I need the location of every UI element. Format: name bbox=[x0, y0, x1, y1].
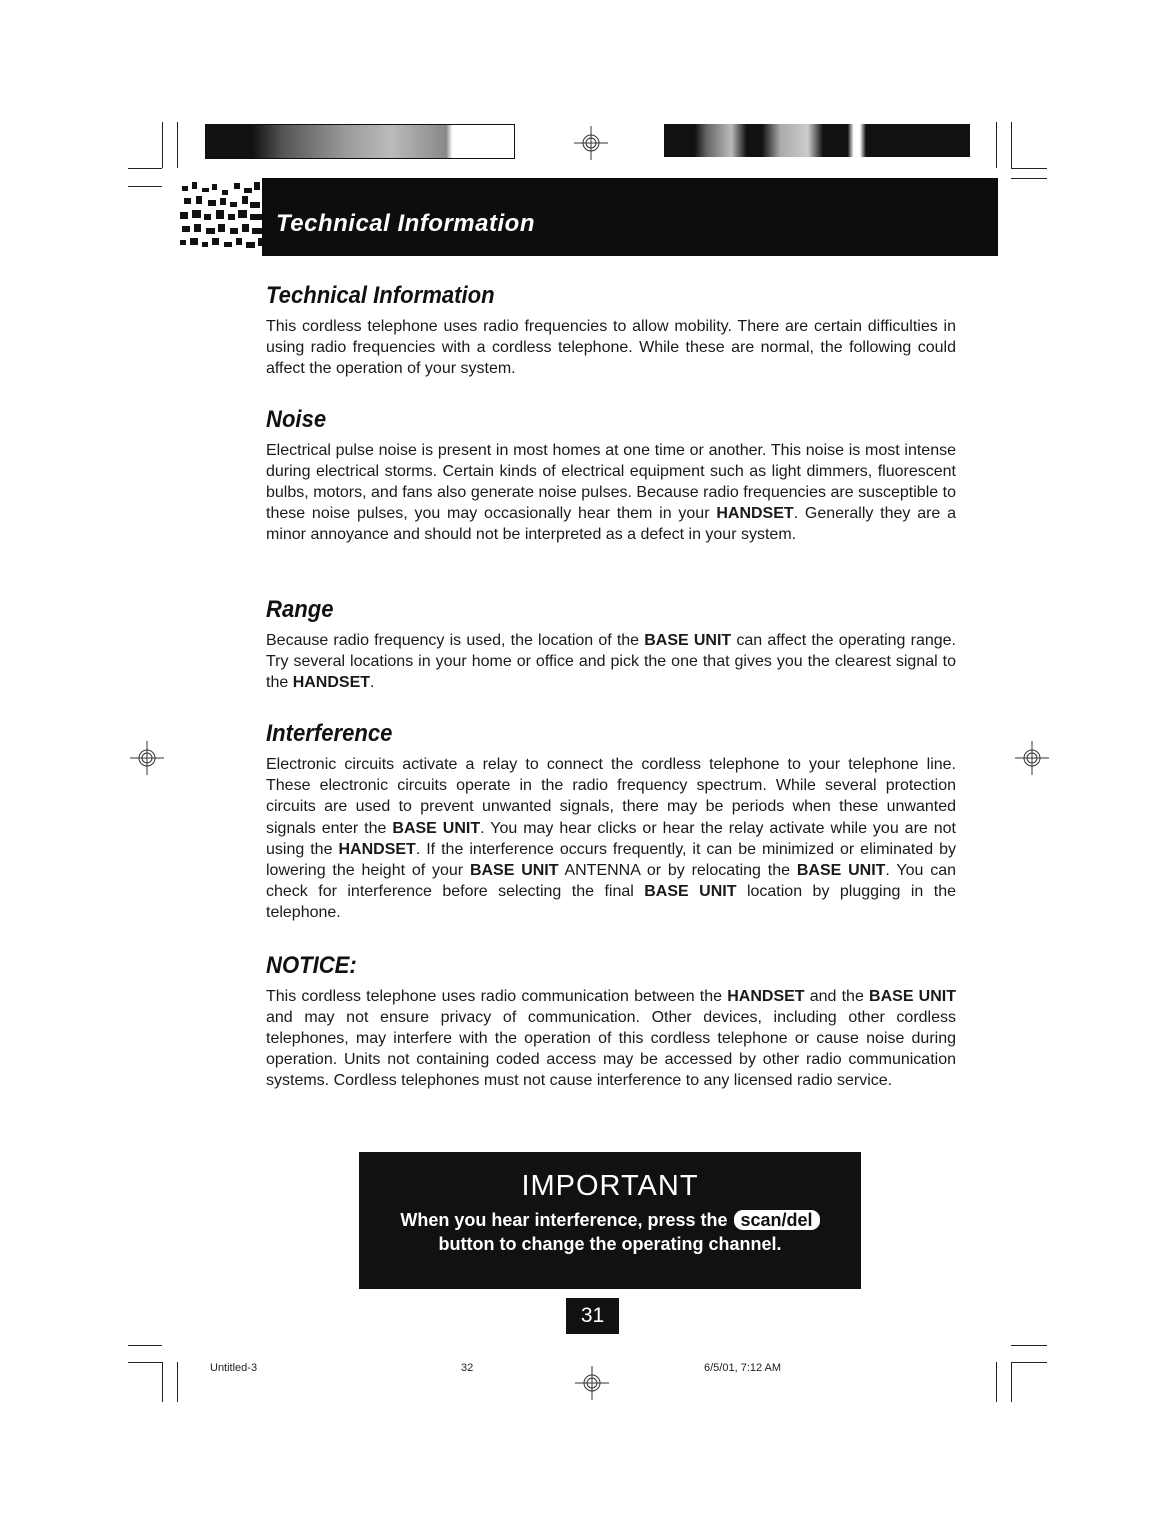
registration-target-icon bbox=[575, 1366, 609, 1400]
section-heading: Range bbox=[266, 596, 334, 623]
crop-mark bbox=[1011, 1362, 1012, 1402]
section-interference bbox=[266, 720, 956, 924]
crop-mark bbox=[1011, 168, 1047, 169]
important-title: IMPORTANT bbox=[521, 1170, 699, 1202]
registration-bar-right bbox=[664, 124, 970, 157]
page-number: 31 bbox=[566, 1298, 619, 1334]
scan-del-button-icon: scan/del bbox=[734, 1210, 820, 1230]
crop-mark bbox=[162, 122, 163, 168]
section-heading: Interference bbox=[266, 720, 393, 747]
important-text: When you hear interference, press the bbox=[400, 1210, 728, 1230]
section-body: Electronic circuits activate a relay to connect the cordless telephone to your telephone line. These electronic circuits operate in the radio frequency spectrum. While several protection circuits are used to prevent unwanted signals, there may be periods when these unwanted signals enter the BASE UNIT. You may hear clicks or hear the relay activate while you are not using the HANDSET. If the interference occurs frequently, it can be minimized or eliminated by lowering the height of your BASE UNIT ANTENNA or by relocating the BASE UNIT. You can check for interference before selecting the final BASE UNIT location by plugging in the telephone. bbox=[266, 756, 957, 922]
section-heading: Noise bbox=[266, 406, 327, 433]
footer-datetime: 6/5/01, 7:12 AM bbox=[704, 1362, 782, 1374]
crop-mark bbox=[996, 122, 997, 168]
halftone-pattern-icon bbox=[178, 178, 262, 256]
important-box bbox=[359, 1152, 861, 1289]
registration-target-icon bbox=[574, 126, 608, 160]
banner-title: Technical Information bbox=[276, 210, 535, 237]
section-body: This cordless telephone uses radio frequencies to allow mobility. There are certain difficulties in using radio frequencies with a cordless telephone. While these are normal, the following could affect the operation of your system. bbox=[266, 318, 956, 377]
registration-bar-left bbox=[205, 124, 515, 159]
section-technical-information bbox=[266, 282, 956, 379]
crop-mark bbox=[1011, 122, 1012, 168]
crop-mark bbox=[128, 1345, 162, 1346]
section-range bbox=[266, 596, 956, 693]
crop-mark bbox=[1011, 178, 1047, 179]
section-heading: Technical Information bbox=[266, 282, 495, 309]
crop-mark bbox=[996, 1362, 997, 1402]
crop-mark bbox=[128, 186, 162, 187]
section-body: This cordless telephone uses radio communication between the HANDSET and the BASE UNIT and may not ensure privacy of communication. Other devices, including other cordless telephones, may interfere with the operation of this cordless telephone or cause noise during operation. Units not containing coded access may be accessed by other radio communication systems. Cordless telephones must not cause interference to any licensed radio service. bbox=[266, 988, 956, 1089]
crop-mark bbox=[128, 1362, 162, 1363]
section-heading: NOTICE: bbox=[266, 952, 357, 979]
footer-sheet-number: 32 bbox=[461, 1362, 474, 1374]
crop-mark bbox=[177, 1362, 178, 1402]
crop-mark bbox=[162, 1362, 163, 1402]
crop-mark bbox=[1011, 1345, 1047, 1346]
section-body: Electrical pulse noise is present in most homes at one time or another. This noise is most intense during electrical storms. Certain kinds of electrical equipment such as light dimmers, fluorescent bulbs, motors, and fans also generate noise pulses. Because radio frequencies are susceptible to these noise pulses, you may occasionally hear them in your HANDSET. Generally they are a minor annoyance and should not be interpreted as a defect in your system. bbox=[266, 442, 957, 543]
header-banner bbox=[178, 178, 998, 256]
section-notice bbox=[266, 952, 956, 1091]
crop-mark bbox=[128, 168, 162, 169]
registration-target-icon bbox=[130, 741, 164, 775]
crop-mark bbox=[1011, 1362, 1047, 1363]
footer-filename: Untitled-3 bbox=[210, 1362, 258, 1374]
section-noise bbox=[266, 406, 956, 545]
crop-mark bbox=[177, 122, 178, 168]
registration-target-icon bbox=[1015, 741, 1049, 775]
important-line-2: button to change the operating channel. bbox=[438, 1234, 782, 1254]
section-body: Because radio frequency is used, the location of the BASE UNIT can affect the operating range. Try several locations in your home or office and pick the one that gives you the clearest signal to the HANDSET. bbox=[266, 632, 956, 691]
important-line-1 bbox=[359, 1210, 861, 1231]
